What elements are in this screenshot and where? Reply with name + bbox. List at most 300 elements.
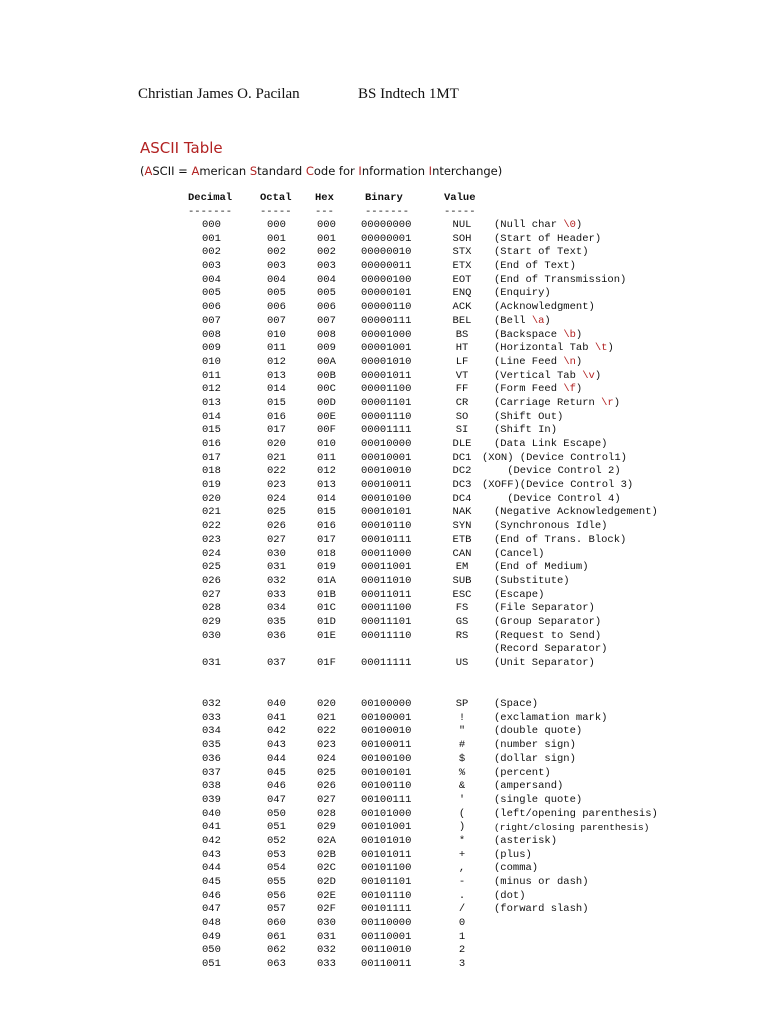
description-text: (Group Separator) [494,615,602,628]
decimal-cell: 002 [202,246,221,259]
value-cell: + [458,848,466,861]
hex-cell: 001 [317,232,336,245]
description-text: (dot) [494,889,526,902]
decimal-cell: 032 [202,698,221,711]
value-cell: DC4 [452,492,472,505]
table-row [0,548,768,562]
description-text: (Backspace [494,328,564,341]
hex-cell: 016 [317,520,336,533]
description-text: (Start of Text) [494,246,589,259]
hex-cell: 018 [317,547,336,560]
hex-cell: 02D [317,876,336,888]
table-row [0,534,768,548]
table-row [0,903,768,917]
table-row [0,862,768,876]
description-cell [494,903,589,917]
description-text: (Request to Send) [494,629,602,642]
octal-cell: 051 [267,821,286,834]
description-cell [482,465,621,479]
binary-cell: 00100010 [361,725,412,738]
octal-cell: 033 [267,588,286,601]
description-cell [494,821,649,835]
description-tail: ) [575,328,583,341]
binary-cell: 00010110 [361,520,412,533]
decimal-cell: 047 [202,903,221,916]
hex-cell: 00C [317,383,336,396]
table-row [0,698,768,712]
binary-cell: 00010000 [361,438,412,450]
binary-cell: 00011101 [361,615,412,628]
binary-cell: 00010010 [361,465,412,478]
description-cell [494,849,532,863]
value-cell: 0 [458,917,466,930]
octal-cell: 002 [267,246,286,259]
description-text: (Vertical Tab [494,369,583,382]
description-cell [494,698,538,712]
escape-sequence: \v [582,369,595,382]
table-row [0,520,768,534]
value-cell: DC3 [452,479,472,492]
table-row [0,616,768,630]
octal-cell: 022 [267,465,286,478]
escape-sequence: \0 [563,219,576,231]
octal-cell: 044 [267,752,286,765]
description-text: (Device Control 4) [482,492,621,505]
hex-cell: 028 [317,807,336,820]
subtitle-part: merican [199,164,250,178]
description-cell [494,753,576,767]
hex-cell: 010 [317,438,336,450]
table-row [0,876,768,890]
description-cell [494,876,589,890]
octal-cell: 062 [267,944,286,957]
description-cell [494,616,601,630]
table-row [0,356,768,370]
decimal-cell: 016 [202,438,221,450]
value-cell: % [458,766,466,779]
decimal-cell: 045 [202,876,221,888]
value-cell: ) [458,821,466,834]
octal-cell: 037 [267,657,286,669]
octal-cell: 020 [267,438,286,450]
octal-cell: 061 [267,930,286,943]
binary-cell: 00100001 [361,711,412,724]
description-text: (left/opening parenthesis) [494,807,658,820]
binary-cell: 00010111 [361,533,412,546]
description-tail: ) [575,383,583,396]
hex-cell: 01D [317,615,336,628]
decimal-cell: 011 [202,369,221,382]
octal-cell: 054 [267,862,286,875]
value-cell: ENQ [452,287,472,300]
value-cell: ESC [452,588,472,601]
description-text: (Bell [494,314,532,327]
binary-cell: 00110000 [361,917,412,930]
author-name: Christian James O. Pacilan [138,86,300,102]
value-cell: CAN [452,547,472,560]
dash-octal: ----- [260,206,292,218]
table-row [0,329,768,343]
binary-cell: 00001001 [361,342,412,355]
value-cell: FF [455,383,469,396]
description-cell [494,233,601,247]
binary-cell: 00010100 [361,492,412,505]
value-cell: GS [455,615,469,628]
octal-cell: 026 [267,520,286,533]
decimal-cell: 013 [202,396,221,409]
binary-cell: 00110011 [361,958,412,971]
escape-sequence: \b [563,328,576,341]
table-row [0,630,768,644]
value-cell: / [458,903,466,916]
hex-cell: 01C [317,602,336,615]
description-text: (comma) [494,862,539,875]
description-cell [494,890,526,904]
binary-cell: 00101101 [361,876,412,888]
description-text: (XON) (Device Control1) [482,451,627,464]
decimal-cell: 022 [202,520,221,533]
description-cell [494,315,551,329]
hex-cell: 021 [317,711,336,724]
octal-cell: 012 [267,355,286,368]
description-cell [494,780,563,794]
decimal-cell: 024 [202,547,221,560]
octal-cell: 056 [267,889,286,902]
binary-cell: 00000110 [361,301,412,314]
octal-cell: 021 [267,451,286,464]
table-row [0,465,768,479]
octal-cell: 007 [267,314,286,327]
hex-cell: 02F [317,903,336,916]
subtitle-part: SCII = [152,164,192,178]
subtitle [140,164,502,178]
value-cell: DC1 [452,451,472,464]
description-cell [494,383,582,397]
description-text: (minus or dash) [494,876,589,888]
octal-cell: 032 [267,574,286,587]
octal-cell: 024 [267,492,286,505]
description-cell [494,370,601,384]
description-text: (Record Separator) [494,643,608,656]
value-cell: ETX [452,260,472,273]
hex-cell: 025 [317,766,336,779]
hex-cell: 029 [317,821,336,834]
octal-cell: 055 [267,876,286,888]
description-cell [494,506,658,520]
table-row [0,821,768,835]
binary-cell: 00000011 [361,260,412,273]
table-row [0,849,768,863]
decimal-cell: 028 [202,602,221,615]
table-row [0,753,768,767]
description-text: (Null char [494,219,564,231]
value-cell: $ [458,752,466,765]
binary-cell: 00011100 [361,602,412,615]
subtitle-initial: A [191,164,200,178]
hex-cell: 02E [317,889,336,902]
hex-cell: 022 [317,725,336,738]
subtitle-initial: C [305,164,314,178]
table-row [0,493,768,507]
decimal-cell: 031 [202,657,221,669]
binary-cell: 00010101 [361,506,412,519]
binary-cell: 00011110 [361,629,412,642]
description-tail: ) [594,369,602,382]
description-cell [494,575,570,589]
description-cell [482,479,633,493]
value-cell: . [458,889,466,902]
octal-cell: 036 [267,629,286,642]
decimal-cell: 046 [202,889,221,902]
binary-cell: 00011111 [361,657,412,669]
hex-cell: 011 [317,451,336,464]
col-header-decimal: Decimal [188,192,233,204]
binary-cell: 00011010 [361,574,412,587]
hex-cell: 033 [317,958,336,971]
octal-cell: 043 [267,739,286,752]
hex-cell: 024 [317,752,336,765]
description-cell [494,712,607,726]
binary-cell: 00101110 [361,889,412,902]
table-row [0,835,768,849]
decimal-cell: 042 [202,834,221,847]
description-cell [494,260,576,274]
description-cell [494,602,595,616]
octal-cell: 011 [267,342,286,355]
value-cell: CR [455,396,469,409]
binary-cell: 00100111 [361,793,412,806]
value-cell: NAK [452,506,472,519]
value-cell: LF [455,355,469,368]
dash-hex: --- [315,206,334,218]
description-text: (Synchronous Idle) [494,520,608,533]
escape-sequence: \a [531,314,545,327]
value-cell: SOH [452,232,472,245]
binary-cell: 00000100 [361,273,412,286]
table-row [0,411,768,425]
octal-cell: 045 [267,766,286,779]
table-row [0,657,768,671]
value-cell: SO [455,410,469,423]
description-text: (Negative Acknowledgement) [494,506,658,519]
value-cell: STX [452,246,472,259]
description-cell [494,246,589,260]
table-row [0,397,768,411]
description-cell [494,767,551,781]
description-text: (forward slash) [494,903,589,916]
binary-cell: 00010001 [361,451,412,464]
octal-cell: 042 [267,725,286,738]
value-cell: SI [455,424,469,437]
binary-cell: 00101010 [361,834,412,847]
escape-sequence: \r [601,396,614,409]
binary-cell: 00011011 [361,588,412,601]
octal-cell: 031 [267,561,286,574]
subtitle-part: ( [140,164,145,178]
decimal-cell: 027 [202,588,221,601]
ascii-table-body [0,219,768,972]
table-header [0,192,768,206]
description-tail: ) [613,396,621,409]
decimal-cell: 015 [202,424,221,437]
decimal-cell: 017 [202,451,221,464]
col-header-value: Value [444,192,476,204]
subtitle-initial: I [358,164,362,178]
value-cell: BS [455,328,469,341]
decimal-cell: 007 [202,314,221,327]
description-text: (plus) [494,848,532,861]
subtitle-initial: I [428,164,433,178]
value-cell: 1 [458,930,466,943]
value-cell: 3 [458,958,466,971]
table-row [0,671,768,685]
table-row [0,452,768,466]
table-row [0,712,768,726]
hex-cell: 008 [317,328,336,341]
description-cell [494,397,620,411]
value-cell: US [455,657,469,669]
decimal-cell: 005 [202,287,221,300]
table-row [0,260,768,274]
description-cell [494,725,582,739]
octal-cell: 004 [267,273,286,286]
table-row [0,506,768,520]
value-cell: ( [458,807,466,820]
description-text: (dollar sign) [494,752,576,765]
binary-cell: 00001111 [361,424,412,437]
binary-cell: 00001110 [361,410,412,423]
octal-cell: 023 [267,479,286,492]
description-cell [494,630,601,644]
binary-cell: 00011001 [361,561,412,574]
octal-cell: 000 [267,219,286,231]
description-cell [494,808,658,822]
subtitle-part: tandard [257,164,306,178]
octal-cell: 053 [267,848,286,861]
description-tail: ) [575,355,583,368]
description-text: (End of Text) [494,260,576,273]
description-text: (Enquiry) [494,287,551,300]
value-cell: * [458,834,466,847]
description-text: (Line Feed [494,355,564,368]
table-row [0,233,768,247]
value-cell: FS [455,602,469,615]
description-cell [494,657,595,671]
hex-cell: 026 [317,780,336,793]
description-cell [482,452,627,466]
octal-cell: 025 [267,506,286,519]
description-text: (Escape) [494,588,545,601]
description-cell [494,411,563,425]
binary-cell: 00001101 [361,396,412,409]
octal-cell: 047 [267,793,286,806]
decimal-cell: 029 [202,615,221,628]
description-cell [494,329,582,343]
value-cell: - [458,876,466,888]
octal-cell: 015 [267,396,286,409]
description-text: (End of Medium) [494,561,589,574]
hex-cell: 00B [317,369,336,382]
hex-cell: 02B [317,848,336,861]
description-tail: ) [544,314,551,327]
table-row [0,944,768,958]
hex-cell: 01B [317,588,336,601]
table-row [0,575,768,589]
octal-cell: 041 [267,711,286,724]
hex-cell: 030 [317,917,336,930]
table-row [0,274,768,288]
hex-cell: 002 [317,246,336,259]
octal-cell: 035 [267,615,286,628]
value-cell: ETB [452,533,472,546]
binary-cell: 00100101 [361,766,412,779]
description-text: (number sign) [494,739,576,752]
table-row [0,931,768,945]
decimal-cell: 003 [202,260,221,273]
description-text: (Shift Out) [494,410,564,423]
binary-cell: 00100000 [361,698,412,711]
binary-cell: 00000001 [361,232,412,245]
decimal-cell: 041 [202,821,221,834]
hex-cell: 017 [317,533,336,546]
decimal-cell: 038 [202,780,221,793]
table-row [0,739,768,753]
hex-cell: 01E [317,629,336,642]
decimal-cell: 012 [202,383,221,396]
value-cell: ACK [452,301,472,314]
description-cell [482,493,621,507]
decimal-cell: 051 [202,958,221,971]
octal-cell: 017 [267,424,286,437]
table-row [0,246,768,260]
hex-cell: 02A [317,834,336,847]
description-text: (Form Feed [494,383,564,396]
decimal-cell: 021 [202,506,221,519]
decimal-cell: 049 [202,930,221,943]
decimal-cell: 004 [202,273,221,286]
value-cell: # [458,739,466,752]
value-cell: EM [455,561,469,574]
description-cell [494,287,551,301]
description-tail: ) [575,219,583,231]
table-row [0,808,768,822]
binary-cell: 00001011 [361,369,412,382]
table-row [0,342,768,356]
octal-cell: 027 [267,533,286,546]
decimal-cell: 023 [202,533,221,546]
binary-cell: 00000101 [361,287,412,300]
binary-cell: 00001100 [361,383,412,396]
description-cell [494,424,557,438]
description-text: (percent) [494,766,551,779]
octal-cell: 052 [267,834,286,847]
decimal-cell: 001 [202,232,221,245]
description-text: (End of Transmission) [494,273,627,286]
description-text: (right/closing parenthesis) [494,822,650,834]
binary-cell: 00011000 [361,547,412,560]
value-cell: NUL [452,219,472,231]
dash-decimal: ------- [188,206,233,218]
description-text: (Space) [494,698,539,711]
hex-cell: 027 [317,793,336,806]
hex-cell: 006 [317,301,336,314]
col-header-hex: Hex [315,192,334,204]
hex-cell: 000 [317,219,336,231]
decimal-cell: 035 [202,739,221,752]
value-cell: & [458,780,466,793]
table-row [0,479,768,493]
decimal-cell: 034 [202,725,221,738]
